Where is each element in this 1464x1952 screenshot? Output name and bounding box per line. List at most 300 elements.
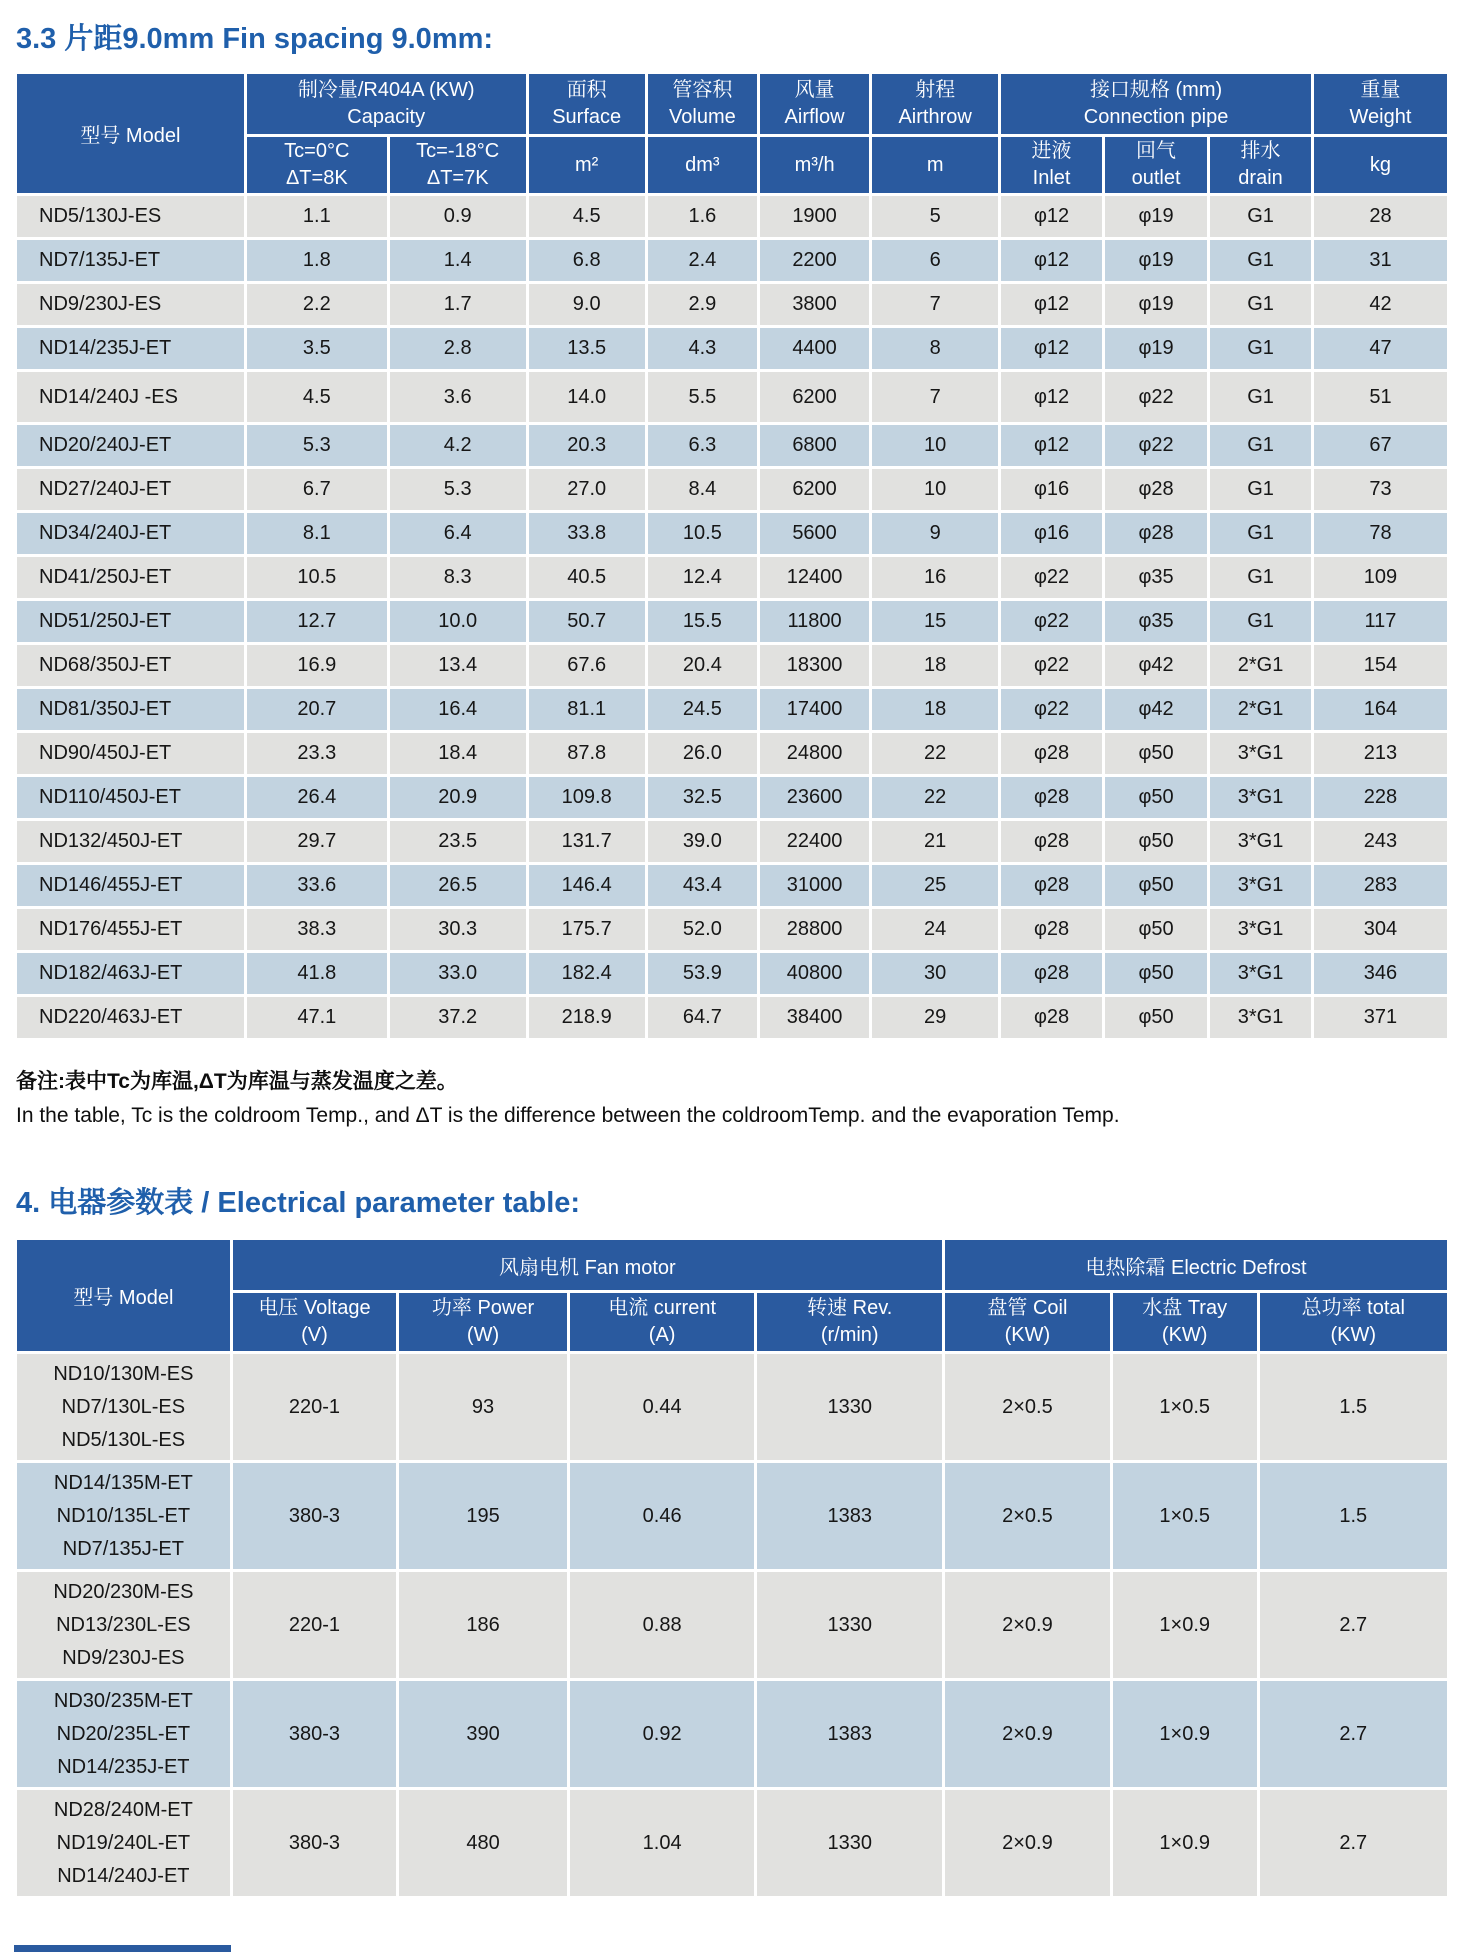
- value-cell: 3.5: [247, 328, 387, 369]
- model-cell: ND27/240J-ET: [17, 469, 244, 510]
- value-cell: G1: [1210, 557, 1311, 598]
- value-cell: φ22: [1001, 645, 1102, 686]
- value-cell: 15.5: [648, 601, 757, 642]
- value-cell: 0.44: [570, 1354, 755, 1460]
- value-cell: φ28: [1001, 997, 1102, 1038]
- header-current-unit: (A): [648, 1324, 676, 1346]
- value-cell: 3*G1: [1210, 865, 1311, 906]
- header-voltage-unit: (V): [301, 1324, 328, 1346]
- value-cell: 29: [872, 997, 998, 1038]
- value-cell: 6800: [760, 425, 869, 466]
- value-cell: φ50: [1105, 909, 1207, 950]
- value-cell: 22400: [760, 821, 869, 862]
- value-cell: 220-1: [233, 1354, 396, 1460]
- section2-title: 4. 电器参数表 / Electrical parameter table:: [16, 1187, 581, 1219]
- value-cell: φ22: [1105, 425, 1207, 466]
- value-cell: 8.4: [648, 469, 757, 510]
- model-name: ND19/240L-ET: [56, 1831, 191, 1854]
- model-group-cell: [17, 1463, 230, 1569]
- value-cell: 73: [1314, 469, 1447, 510]
- value-cell: 6200: [760, 469, 869, 510]
- value-cell: 18: [872, 689, 998, 730]
- value-cell: 1×0.9: [1113, 1572, 1257, 1678]
- header-coil-label: 盘管 Coil: [987, 1297, 1068, 1319]
- model-cell: ND132/450J-ET: [17, 821, 244, 862]
- value-cell: 4.5: [529, 196, 645, 237]
- value-cell: 18300: [760, 645, 869, 686]
- model-group-cell: [17, 1354, 230, 1460]
- value-cell: 81.1: [529, 689, 645, 730]
- value-cell: 87.8: [529, 733, 645, 774]
- model-cell: ND51/250J-ET: [17, 601, 244, 642]
- value-cell: 20.3: [529, 425, 645, 466]
- header-weight-en: Weight: [1349, 106, 1412, 128]
- header-power-unit: (W): [466, 1324, 500, 1346]
- value-cell: 29.7: [247, 821, 387, 862]
- header-unit-m3h: m³/h: [760, 137, 869, 193]
- header-tc0-line2: ΔT=8K: [285, 167, 348, 189]
- header-drain-cn: 排水: [1240, 140, 1281, 162]
- value-cell: 1.4: [390, 240, 526, 281]
- header-airflow-en: Airflow: [784, 106, 845, 128]
- header-tc18-line2: ΔT=7K: [426, 167, 489, 189]
- header-total-unit: (KW): [1330, 1324, 1377, 1346]
- value-cell: 1.5: [1260, 1354, 1447, 1460]
- value-cell: φ50: [1105, 953, 1207, 994]
- header-inlet-cn: 进液: [1031, 140, 1072, 162]
- value-cell: 38.3: [247, 909, 387, 950]
- table-row: [17, 645, 1447, 686]
- value-cell: 6: [872, 240, 998, 281]
- value-cell: 1.7: [390, 284, 526, 325]
- value-cell: 21: [872, 821, 998, 862]
- value-cell: 2*G1: [1210, 645, 1311, 686]
- value-cell: 117: [1314, 601, 1447, 642]
- value-cell: 1330: [757, 1354, 942, 1460]
- header-outlet: [1105, 137, 1207, 193]
- header-fan-motor: 风扇电机 Fan motor: [233, 1240, 942, 1290]
- header-outlet-cn: 回气: [1136, 140, 1177, 162]
- header-airthrow-cn: 射程: [915, 79, 956, 101]
- value-cell: 1330: [757, 1790, 942, 1896]
- value-cell: φ28: [1001, 821, 1102, 862]
- model-name: ND20/230M-ES: [53, 1580, 194, 1603]
- value-cell: 195: [399, 1463, 567, 1569]
- value-cell: 4.3: [648, 328, 757, 369]
- model-name: ND20/235L-ET: [56, 1722, 191, 1745]
- model-name: ND14/235J-ET: [57, 1755, 190, 1778]
- table-row: [17, 1681, 1447, 1787]
- model-cell: ND81/350J-ET: [17, 689, 244, 730]
- model-cell: ND41/250J-ET: [17, 557, 244, 598]
- model-cell: ND34/240J-ET: [17, 513, 244, 554]
- value-cell: 380-3: [233, 1681, 396, 1787]
- value-cell: 20.4: [648, 645, 757, 686]
- value-cell: 8.3: [390, 557, 526, 598]
- value-cell: φ12: [1001, 284, 1102, 325]
- value-cell: 10.0: [390, 601, 526, 642]
- value-cell: 23.5: [390, 821, 526, 862]
- value-cell: 4400: [760, 328, 869, 369]
- value-cell: 0.92: [570, 1681, 755, 1787]
- table-notes: [16, 1065, 1450, 1128]
- model-name: ND10/135L-ET: [56, 1504, 191, 1527]
- header-unit-kg: kg: [1314, 137, 1447, 193]
- value-cell: φ35: [1105, 601, 1207, 642]
- value-cell: 32.5: [648, 777, 757, 818]
- table-row: [17, 196, 1447, 237]
- value-cell: 13.5: [529, 328, 645, 369]
- value-cell: 18: [872, 645, 998, 686]
- header-drain: [1210, 137, 1311, 193]
- table-row: [17, 1354, 1447, 1460]
- header-current: [570, 1293, 755, 1351]
- model-cell: ND5/130J-ES: [17, 196, 244, 237]
- model-cell: ND110/450J-ET: [17, 777, 244, 818]
- header-volume: [648, 74, 757, 134]
- value-cell: 42: [1314, 284, 1447, 325]
- value-cell: 304: [1314, 909, 1447, 950]
- value-cell: 2×0.9: [945, 1681, 1110, 1787]
- model-name: ND13/230L-ES: [56, 1613, 191, 1636]
- value-cell: 27.0: [529, 469, 645, 510]
- value-cell: φ16: [1001, 469, 1102, 510]
- model-cell: ND90/450J-ET: [17, 733, 244, 774]
- value-cell: 16.4: [390, 689, 526, 730]
- header-power: [399, 1293, 567, 1351]
- value-cell: 175.7: [529, 909, 645, 950]
- table-row: [17, 284, 1447, 325]
- value-cell: 24800: [760, 733, 869, 774]
- header-coil-unit: (KW): [1004, 1324, 1051, 1346]
- fin-table-body: [17, 196, 1447, 1038]
- header-drain-en: drain: [1238, 167, 1283, 189]
- model-name: ND14/240J-ET: [57, 1864, 190, 1887]
- header-model: 型号 Model: [17, 74, 244, 193]
- header-airthrow: [872, 74, 998, 134]
- table-row: [17, 689, 1447, 730]
- value-cell: φ22: [1001, 601, 1102, 642]
- value-cell: 33.0: [390, 953, 526, 994]
- value-cell: φ19: [1105, 328, 1207, 369]
- value-cell: 1383: [757, 1463, 942, 1569]
- value-cell: 41.8: [247, 953, 387, 994]
- value-cell: φ19: [1105, 240, 1207, 281]
- value-cell: 380-3: [233, 1463, 396, 1569]
- model-cell: ND7/135J-ET: [17, 240, 244, 281]
- model-cell: ND20/240J-ET: [17, 425, 244, 466]
- value-cell: 3*G1: [1210, 821, 1311, 862]
- value-cell: φ19: [1105, 284, 1207, 325]
- value-cell: 3.6: [390, 372, 526, 422]
- value-cell: φ22: [1105, 372, 1207, 422]
- value-cell: 154: [1314, 645, 1447, 686]
- value-cell: 6.4: [390, 513, 526, 554]
- value-cell: 2.7: [1260, 1681, 1447, 1787]
- value-cell: 39.0: [648, 821, 757, 862]
- value-cell: 67: [1314, 425, 1447, 466]
- value-cell: 390: [399, 1681, 567, 1787]
- value-cell: 12.7: [247, 601, 387, 642]
- value-cell: 1.04: [570, 1790, 755, 1896]
- value-cell: 2×0.5: [945, 1463, 1110, 1569]
- value-cell: 8.1: [247, 513, 387, 554]
- value-cell: 5.3: [390, 469, 526, 510]
- value-cell: 26.4: [247, 777, 387, 818]
- value-cell: 53.9: [648, 953, 757, 994]
- model-cell: ND14/240J -ES: [17, 372, 244, 422]
- value-cell: 3*G1: [1210, 953, 1311, 994]
- value-cell: 40.5: [529, 557, 645, 598]
- value-cell: 243: [1314, 821, 1447, 862]
- header-total-label: 总功率 total: [1301, 1297, 1405, 1319]
- value-cell: 33.6: [247, 865, 387, 906]
- value-cell: 1×0.9: [1113, 1681, 1257, 1787]
- value-cell: 8: [872, 328, 998, 369]
- header-airflow-cn: 风量: [794, 79, 835, 101]
- value-cell: 14.0: [529, 372, 645, 422]
- value-cell: φ42: [1105, 689, 1207, 730]
- value-cell: 1.6: [648, 196, 757, 237]
- model-cell: ND182/463J-ET: [17, 953, 244, 994]
- value-cell: 12.4: [648, 557, 757, 598]
- electrical-table-body: [17, 1354, 1447, 1896]
- value-cell: 4.2: [390, 425, 526, 466]
- model-group-cell: [17, 1572, 230, 1678]
- table-row: [17, 733, 1447, 774]
- value-cell: 38400: [760, 997, 869, 1038]
- value-cell: 1383: [757, 1681, 942, 1787]
- header-surface-cn: 面积: [566, 79, 607, 101]
- value-cell: 24.5: [648, 689, 757, 730]
- value-cell: 2×0.9: [945, 1790, 1110, 1896]
- value-cell: φ35: [1105, 557, 1207, 598]
- cutoff-next-block-strip: [14, 1945, 231, 1952]
- value-cell: 7: [872, 284, 998, 325]
- value-cell: 182.4: [529, 953, 645, 994]
- model-cell: ND146/455J-ET: [17, 865, 244, 906]
- value-cell: 3*G1: [1210, 777, 1311, 818]
- value-cell: 5.5: [648, 372, 757, 422]
- value-cell: 1×0.5: [1113, 1354, 1257, 1460]
- value-cell: G1: [1210, 328, 1311, 369]
- value-cell: G1: [1210, 284, 1311, 325]
- value-cell: φ28: [1001, 909, 1102, 950]
- table-row: [17, 513, 1447, 554]
- value-cell: φ22: [1001, 557, 1102, 598]
- value-cell: 0.88: [570, 1572, 755, 1678]
- header-outlet-en: outlet: [1131, 167, 1181, 189]
- header-capacity-en: Capacity: [347, 106, 426, 128]
- header-tray: [1113, 1293, 1257, 1351]
- value-cell: 3800: [760, 284, 869, 325]
- value-cell: 31: [1314, 240, 1447, 281]
- value-cell: 20.7: [247, 689, 387, 730]
- table-row: [17, 865, 1447, 906]
- value-cell: 47.1: [247, 997, 387, 1038]
- value-cell: φ50: [1105, 821, 1207, 862]
- value-cell: 2.2: [247, 284, 387, 325]
- model-cell: ND9/230J-ES: [17, 284, 244, 325]
- table-row: [17, 328, 1447, 369]
- value-cell: 50.7: [529, 601, 645, 642]
- value-cell: 2.7: [1260, 1790, 1447, 1896]
- value-cell: φ50: [1105, 865, 1207, 906]
- value-cell: 17400: [760, 689, 869, 730]
- value-cell: 164: [1314, 689, 1447, 730]
- value-cell: φ12: [1001, 240, 1102, 281]
- value-cell: 218.9: [529, 997, 645, 1038]
- header-surface-en: Surface: [552, 106, 622, 128]
- value-cell: 33.8: [529, 513, 645, 554]
- value-cell: 23600: [760, 777, 869, 818]
- value-cell: φ19: [1105, 196, 1207, 237]
- value-cell: G1: [1210, 372, 1311, 422]
- value-cell: 67.6: [529, 645, 645, 686]
- model-name: ND28/240M-ET: [53, 1798, 193, 1821]
- value-cell: 13.4: [390, 645, 526, 686]
- value-cell: G1: [1210, 513, 1311, 554]
- value-cell: 4.5: [247, 372, 387, 422]
- header-model-2: 型号 Model: [17, 1240, 230, 1351]
- table-row: [17, 909, 1447, 950]
- value-cell: 64.7: [648, 997, 757, 1038]
- model-name: ND9/230J-ES: [62, 1646, 185, 1669]
- model-name: ND7/135J-ET: [62, 1537, 184, 1560]
- value-cell: 3*G1: [1210, 997, 1311, 1038]
- value-cell: φ12: [1001, 425, 1102, 466]
- value-cell: 16: [872, 557, 998, 598]
- value-cell: φ50: [1105, 777, 1207, 818]
- table-row: [17, 953, 1447, 994]
- value-cell: 43.4: [648, 865, 757, 906]
- value-cell: 6.8: [529, 240, 645, 281]
- table-row: [17, 1463, 1447, 1569]
- value-cell: 2.9: [648, 284, 757, 325]
- value-cell: 30: [872, 953, 998, 994]
- note-english: In the table, Tc is the coldroom Temp., and ΔT is the difference between the coldroomTemp. and the evaporation Temp.: [16, 1104, 1120, 1127]
- value-cell: φ16: [1001, 513, 1102, 554]
- header-surface: [529, 74, 645, 134]
- header-voltage: [233, 1293, 396, 1351]
- header-tray-unit: (KW): [1161, 1324, 1208, 1346]
- model-cell: ND220/463J-ET: [17, 997, 244, 1038]
- note-chinese: 备注:表中Tc为库温,ΔT为库温与蒸发温度之差。: [16, 1070, 458, 1093]
- header-rev-label: 转速 Rev.: [807, 1297, 893, 1319]
- value-cell: 28: [1314, 196, 1447, 237]
- model-cell: ND68/350J-ET: [17, 645, 244, 686]
- value-cell: φ12: [1001, 372, 1102, 422]
- section1-title: 3.3 片距9.0mm Fin spacing 9.0mm:: [16, 23, 494, 55]
- value-cell: G1: [1210, 196, 1311, 237]
- header-capacity-cn: 制冷量/R404A (KW): [297, 79, 475, 101]
- header-coil: [945, 1293, 1110, 1351]
- value-cell: 52.0: [648, 909, 757, 950]
- model-group-cell: [17, 1790, 230, 1896]
- value-cell: 18.4: [390, 733, 526, 774]
- value-cell: 2×0.5: [945, 1354, 1110, 1460]
- value-cell: 1900: [760, 196, 869, 237]
- model-name: ND14/135M-ET: [53, 1471, 193, 1494]
- header-current-label: 电流 current: [608, 1297, 717, 1319]
- value-cell: 20.9: [390, 777, 526, 818]
- value-cell: 0.9: [390, 196, 526, 237]
- header-unit-m2: m²: [529, 137, 645, 193]
- table-row: [17, 777, 1447, 818]
- value-cell: 23.3: [247, 733, 387, 774]
- model-name: ND5/130L-ES: [61, 1428, 186, 1451]
- value-cell: 1330: [757, 1572, 942, 1678]
- value-cell: 31000: [760, 865, 869, 906]
- value-cell: φ28: [1105, 513, 1207, 554]
- value-cell: 10.5: [247, 557, 387, 598]
- value-cell: 2×0.9: [945, 1572, 1110, 1678]
- header-airflow: [760, 74, 869, 134]
- header-volume-en: Volume: [669, 106, 736, 128]
- table-row: [17, 1790, 1447, 1896]
- value-cell: φ22: [1001, 689, 1102, 730]
- value-cell: 3*G1: [1210, 909, 1311, 950]
- value-cell: 78: [1314, 513, 1447, 554]
- header-airthrow-en: Airthrow: [898, 106, 972, 128]
- table-row: [17, 557, 1447, 598]
- value-cell: 1.1: [247, 196, 387, 237]
- header-unit-m: m: [872, 137, 998, 193]
- header-tc0-line1: Tc=0°C: [284, 140, 350, 162]
- header-weight: [1314, 74, 1447, 134]
- header-tc0: [247, 137, 387, 193]
- value-cell: 2200: [760, 240, 869, 281]
- header-tc18-line1: Tc=-18°C: [416, 140, 500, 162]
- header-weight-cn: 重量: [1360, 79, 1401, 101]
- value-cell: 7: [872, 372, 998, 422]
- table-row: [17, 821, 1447, 862]
- value-cell: 109.8: [529, 777, 645, 818]
- value-cell: 30.3: [390, 909, 526, 950]
- value-cell: 371: [1314, 997, 1447, 1038]
- value-cell: 186: [399, 1572, 567, 1678]
- value-cell: 25: [872, 865, 998, 906]
- value-cell: 10: [872, 469, 998, 510]
- value-cell: 12400: [760, 557, 869, 598]
- header-power-label: 功率 Power: [431, 1297, 535, 1319]
- table-row: [17, 1572, 1447, 1678]
- value-cell: 6.7: [247, 469, 387, 510]
- table-row: [17, 372, 1447, 422]
- value-cell: 6.3: [648, 425, 757, 466]
- value-cell: 24: [872, 909, 998, 950]
- value-cell: G1: [1210, 425, 1311, 466]
- header-total: [1260, 1293, 1447, 1351]
- value-cell: 28800: [760, 909, 869, 950]
- value-cell: 47: [1314, 328, 1447, 369]
- value-cell: 11800: [760, 601, 869, 642]
- header-capacity: [247, 74, 526, 134]
- header-volume-cn: 管容积: [672, 79, 733, 101]
- model-name: ND7/130L-ES: [61, 1395, 186, 1418]
- value-cell: 1×0.5: [1113, 1463, 1257, 1569]
- value-cell: 5.3: [247, 425, 387, 466]
- value-cell: 16.9: [247, 645, 387, 686]
- value-cell: 26.0: [648, 733, 757, 774]
- value-cell: 1.5: [1260, 1463, 1447, 1569]
- header-inlet-en: Inlet: [1032, 167, 1071, 189]
- header-pipe-cn: 接口规格 (mm): [1089, 79, 1223, 101]
- model-name: ND10/130M-ES: [53, 1362, 194, 1385]
- value-cell: φ28: [1001, 953, 1102, 994]
- value-cell: 283: [1314, 865, 1447, 906]
- header-pipe-en: Connection pipe: [1083, 106, 1229, 128]
